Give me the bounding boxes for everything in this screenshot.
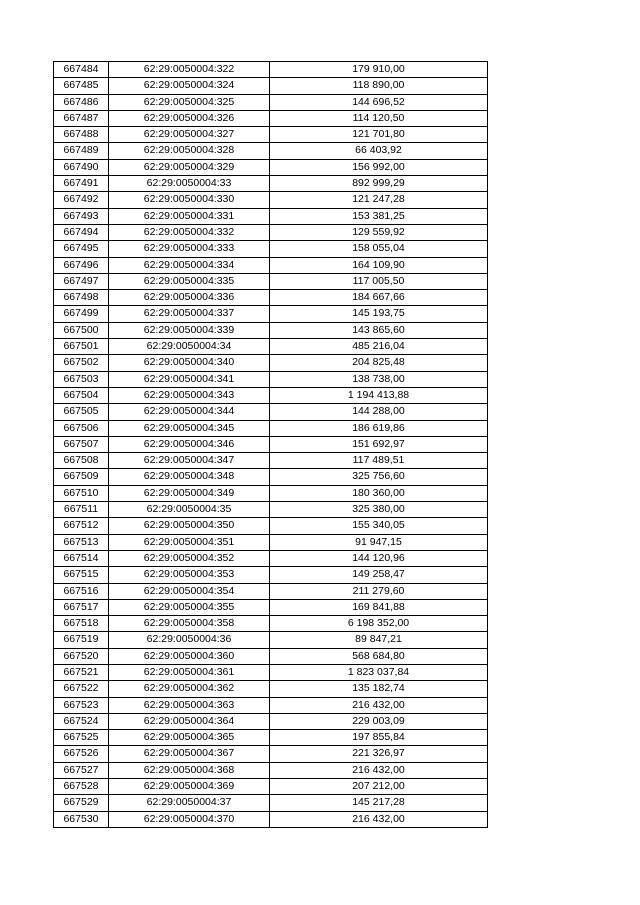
cadastral-number-cell: 62:29:0050004:37	[109, 795, 270, 811]
cadastral-number-cell: 62:29:0050004:352	[109, 550, 270, 566]
row-number-cell: 667528	[54, 779, 109, 795]
cadastral-number-cell: 62:29:0050004:325	[109, 94, 270, 110]
cadastral-number-cell: 62:29:0050004:336	[109, 290, 270, 306]
row-number-cell: 667486	[54, 94, 109, 110]
table-row	[54, 387, 488, 403]
cadastral-value-cell: 197 855,84	[270, 730, 488, 746]
table-row	[54, 110, 488, 126]
cadastral-number-cell: 62:29:0050004:369	[109, 779, 270, 795]
cadastral-number-cell: 62:29:0050004:34	[109, 339, 270, 355]
cadastral-value-cell: 145 193,75	[270, 306, 488, 322]
cadastral-value-cell: 6 198 352,00	[270, 616, 488, 632]
table-row	[54, 648, 488, 664]
table-row	[54, 762, 488, 778]
table-row	[54, 290, 488, 306]
cadastral-number-cell: 62:29:0050004:334	[109, 257, 270, 273]
table-row	[54, 632, 488, 648]
row-number-cell: 667504	[54, 387, 109, 403]
table-row	[54, 306, 488, 322]
cadastral-value-cell: 117 005,50	[270, 273, 488, 289]
row-number-cell: 667484	[54, 62, 109, 78]
cadastral-number-cell: 62:29:0050004:333	[109, 241, 270, 257]
table-row	[54, 730, 488, 746]
cadastral-value-cell: 89 847,21	[270, 632, 488, 648]
cadastral-value-cell: 169 841,88	[270, 599, 488, 615]
table-row	[54, 224, 488, 240]
row-number-cell: 667526	[54, 746, 109, 762]
table-row	[54, 453, 488, 469]
cadastral-value-cell: 117 489,51	[270, 453, 488, 469]
cadastral-value-cell: 325 756,60	[270, 469, 488, 485]
cadastral-value-cell: 186 619,86	[270, 420, 488, 436]
cadastral-number-cell: 62:29:0050004:341	[109, 371, 270, 387]
row-number-cell: 667513	[54, 534, 109, 550]
table-row	[54, 534, 488, 550]
cadastral-number-cell: 62:29:0050004:35	[109, 502, 270, 518]
row-number-cell: 667501	[54, 339, 109, 355]
cadastral-number-cell: 62:29:0050004:358	[109, 616, 270, 632]
row-number-cell: 667521	[54, 664, 109, 680]
row-number-cell: 667509	[54, 469, 109, 485]
table-row	[54, 355, 488, 371]
cadastral-number-cell: 62:29:0050004:340	[109, 355, 270, 371]
cadastral-value-cell: 91 947,15	[270, 534, 488, 550]
table-row	[54, 518, 488, 534]
row-number-cell: 667530	[54, 811, 109, 827]
cadastral-number-cell: 62:29:0050004:355	[109, 599, 270, 615]
row-number-cell: 667506	[54, 420, 109, 436]
table-row	[54, 127, 488, 143]
cadastral-value-cell: 153 381,25	[270, 208, 488, 224]
cadastral-number-cell: 62:29:0050004:360	[109, 648, 270, 664]
cadastral-value-cell: 204 825,48	[270, 355, 488, 371]
cadastral-number-cell: 62:29:0050004:348	[109, 469, 270, 485]
cadastral-value-cell: 138 738,00	[270, 371, 488, 387]
table-row	[54, 257, 488, 273]
cadastral-number-cell: 62:29:0050004:335	[109, 273, 270, 289]
row-number-cell: 667493	[54, 208, 109, 224]
table-row	[54, 159, 488, 175]
row-number-cell: 667500	[54, 322, 109, 338]
cadastral-value-cell: 216 432,00	[270, 762, 488, 778]
table-row	[54, 62, 488, 78]
cadastral-number-cell: 62:29:0050004:328	[109, 143, 270, 159]
table-row	[54, 599, 488, 615]
row-number-cell: 667516	[54, 583, 109, 599]
cadastral-value-cell: 143 865,60	[270, 322, 488, 338]
document-page	[53, 61, 487, 828]
row-number-cell: 667505	[54, 404, 109, 420]
row-number-cell: 667524	[54, 713, 109, 729]
table-row	[54, 583, 488, 599]
cadastral-value-cell: 207 212,00	[270, 779, 488, 795]
table-row	[54, 241, 488, 257]
row-number-cell: 667507	[54, 436, 109, 452]
table-row	[54, 143, 488, 159]
cadastral-number-cell: 62:29:0050004:354	[109, 583, 270, 599]
table-row	[54, 94, 488, 110]
cadastral-number-cell: 62:29:0050004:33	[109, 176, 270, 192]
row-number-cell: 667497	[54, 273, 109, 289]
row-number-cell: 667485	[54, 78, 109, 94]
table-row	[54, 713, 488, 729]
row-number-cell: 667502	[54, 355, 109, 371]
cadastral-number-cell: 62:29:0050004:361	[109, 664, 270, 680]
cadastral-value-cell: 158 055,04	[270, 241, 488, 257]
cadastral-value-cell: 184 667,66	[270, 290, 488, 306]
row-number-cell: 667515	[54, 567, 109, 583]
cadastral-number-cell: 62:29:0050004:345	[109, 420, 270, 436]
cadastral-number-cell: 62:29:0050004:370	[109, 811, 270, 827]
cadastral-value-cell: 221 326,97	[270, 746, 488, 762]
cadastral-value-cell: 118 890,00	[270, 78, 488, 94]
cadastral-value-cell: 144 288,00	[270, 404, 488, 420]
cadastral-value-cell: 229 003,09	[270, 713, 488, 729]
row-number-cell: 667488	[54, 127, 109, 143]
cadastral-number-cell: 62:29:0050004:331	[109, 208, 270, 224]
table-row	[54, 420, 488, 436]
cadastral-value-cell: 145 217,28	[270, 795, 488, 811]
table-row	[54, 322, 488, 338]
table-row	[54, 502, 488, 518]
table-row	[54, 664, 488, 680]
cadastral-value-table	[53, 61, 488, 828]
cadastral-number-cell: 62:29:0050004:329	[109, 159, 270, 175]
row-number-cell: 667496	[54, 257, 109, 273]
cadastral-number-cell: 62:29:0050004:346	[109, 436, 270, 452]
cadastral-value-cell: 216 432,00	[270, 811, 488, 827]
cadastral-number-cell: 62:29:0050004:347	[109, 453, 270, 469]
cadastral-value-cell: 66 403,92	[270, 143, 488, 159]
row-number-cell: 667527	[54, 762, 109, 778]
cadastral-value-cell: 1 823 037,84	[270, 664, 488, 680]
table-row	[54, 616, 488, 632]
row-number-cell: 667492	[54, 192, 109, 208]
cadastral-value-cell: 216 432,00	[270, 697, 488, 713]
row-number-cell: 667510	[54, 485, 109, 501]
cadastral-number-cell: 62:29:0050004:337	[109, 306, 270, 322]
cadastral-number-cell: 62:29:0050004:327	[109, 127, 270, 143]
cadastral-number-cell: 62:29:0050004:365	[109, 730, 270, 746]
cadastral-value-cell: 129 559,92	[270, 224, 488, 240]
cadastral-value-cell: 121 247,28	[270, 192, 488, 208]
table-row	[54, 746, 488, 762]
row-number-cell: 667512	[54, 518, 109, 534]
row-number-cell: 667499	[54, 306, 109, 322]
row-number-cell: 667529	[54, 795, 109, 811]
cadastral-number-cell: 62:29:0050004:353	[109, 567, 270, 583]
table-row	[54, 436, 488, 452]
table-row	[54, 485, 488, 501]
cadastral-number-cell: 62:29:0050004:363	[109, 697, 270, 713]
cadastral-number-cell: 62:29:0050004:367	[109, 746, 270, 762]
cadastral-value-cell: 892 999,29	[270, 176, 488, 192]
cadastral-value-cell: 135 182,74	[270, 681, 488, 697]
row-number-cell: 667503	[54, 371, 109, 387]
cadastral-value-cell: 325 380,00	[270, 502, 488, 518]
table-row	[54, 681, 488, 697]
cadastral-number-cell: 62:29:0050004:322	[109, 62, 270, 78]
table-row	[54, 208, 488, 224]
table-row	[54, 273, 488, 289]
table-row	[54, 697, 488, 713]
table-row	[54, 192, 488, 208]
table-row	[54, 78, 488, 94]
table-row	[54, 811, 488, 827]
row-number-cell: 667511	[54, 502, 109, 518]
cadastral-number-cell: 62:29:0050004:36	[109, 632, 270, 648]
row-number-cell: 667495	[54, 241, 109, 257]
table-row	[54, 339, 488, 355]
cadastral-value-cell: 485 216,04	[270, 339, 488, 355]
cadastral-number-cell: 62:29:0050004:351	[109, 534, 270, 550]
cadastral-number-cell: 62:29:0050004:326	[109, 110, 270, 126]
cadastral-value-cell: 180 360,00	[270, 485, 488, 501]
row-number-cell: 667487	[54, 110, 109, 126]
row-number-cell: 667518	[54, 616, 109, 632]
cadastral-value-cell: 144 696,52	[270, 94, 488, 110]
cadastral-value-cell: 149 258,47	[270, 567, 488, 583]
row-number-cell: 667519	[54, 632, 109, 648]
cadastral-number-cell: 62:29:0050004:364	[109, 713, 270, 729]
row-number-cell: 667490	[54, 159, 109, 175]
row-number-cell: 667525	[54, 730, 109, 746]
cadastral-value-cell: 114 120,50	[270, 110, 488, 126]
cadastral-value-cell: 144 120,96	[270, 550, 488, 566]
row-number-cell: 667514	[54, 550, 109, 566]
row-number-cell: 667494	[54, 224, 109, 240]
table-row	[54, 404, 488, 420]
cadastral-number-cell: 62:29:0050004:350	[109, 518, 270, 534]
table-row	[54, 567, 488, 583]
cadastral-number-cell: 62:29:0050004:344	[109, 404, 270, 420]
row-number-cell: 667491	[54, 176, 109, 192]
row-number-cell: 667517	[54, 599, 109, 615]
cadastral-value-cell: 211 279,60	[270, 583, 488, 599]
row-number-cell: 667489	[54, 143, 109, 159]
cadastral-value-cell: 151 692,97	[270, 436, 488, 452]
table-row	[54, 550, 488, 566]
cadastral-number-cell: 62:29:0050004:343	[109, 387, 270, 403]
cadastral-value-cell: 179 910,00	[270, 62, 488, 78]
row-number-cell: 667523	[54, 697, 109, 713]
table-row	[54, 469, 488, 485]
cadastral-number-cell: 62:29:0050004:362	[109, 681, 270, 697]
cadastral-value-cell: 1 194 413,88	[270, 387, 488, 403]
table-row	[54, 371, 488, 387]
row-number-cell: 667522	[54, 681, 109, 697]
table-row	[54, 176, 488, 192]
table-body	[54, 62, 488, 828]
cadastral-value-cell: 568 684,80	[270, 648, 488, 664]
cadastral-value-cell: 164 109,90	[270, 257, 488, 273]
row-number-cell: 667508	[54, 453, 109, 469]
cadastral-value-cell: 155 340,05	[270, 518, 488, 534]
cadastral-value-cell: 156 992,00	[270, 159, 488, 175]
cadastral-number-cell: 62:29:0050004:339	[109, 322, 270, 338]
row-number-cell: 667498	[54, 290, 109, 306]
row-number-cell: 667520	[54, 648, 109, 664]
table-row	[54, 795, 488, 811]
cadastral-value-cell: 121 701,80	[270, 127, 488, 143]
cadastral-number-cell: 62:29:0050004:368	[109, 762, 270, 778]
cadastral-number-cell: 62:29:0050004:349	[109, 485, 270, 501]
table-row	[54, 779, 488, 795]
cadastral-number-cell: 62:29:0050004:324	[109, 78, 270, 94]
cadastral-number-cell: 62:29:0050004:332	[109, 224, 270, 240]
cadastral-number-cell: 62:29:0050004:330	[109, 192, 270, 208]
